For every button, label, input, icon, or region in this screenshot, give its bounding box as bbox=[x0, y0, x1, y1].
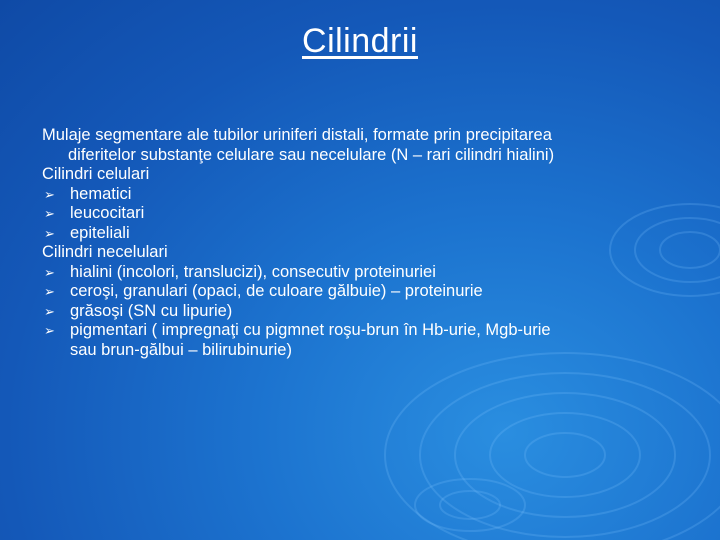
arrow-bullet-icon: ➢ bbox=[44, 284, 55, 299]
slide-title: Cilindrii bbox=[302, 22, 418, 60]
arrow-bullet-icon: ➢ bbox=[44, 206, 55, 221]
list-item-label: hialini (incolori, translucizi), consecutiv proteinuriei bbox=[70, 262, 436, 281]
list-item bbox=[42, 321, 682, 360]
list-item-label: leucocitari bbox=[70, 204, 145, 222]
intro-line-1: Mulaje segmentare ale tubilor uriniferi distali, formate prin precipitarea bbox=[42, 126, 552, 144]
slide-body bbox=[42, 126, 682, 360]
arrow-bullet-icon: ➢ bbox=[44, 303, 55, 319]
list-item-label: epiteliali bbox=[70, 223, 130, 242]
list-item bbox=[42, 224, 682, 244]
intro-paragraph bbox=[42, 126, 682, 165]
arrow-bullet-icon: ➢ bbox=[44, 264, 55, 280]
list-item bbox=[42, 263, 682, 283]
list-item bbox=[42, 204, 682, 224]
list-item bbox=[42, 302, 682, 322]
section-heading-noncellular: Cilindri necelulari bbox=[42, 243, 168, 261]
list-item bbox=[42, 185, 682, 205]
list-item-label-line-2: sau brun-gălbui – bilirubinurie) bbox=[70, 340, 292, 359]
arrow-bullet-icon: ➢ bbox=[44, 225, 55, 241]
list-item-label: hematici bbox=[70, 184, 132, 203]
arrow-bullet-icon: ➢ bbox=[44, 323, 55, 338]
intro-line-2: diferitelor substanţe celulare sau necelulare (N – rari cilindri hialini) bbox=[68, 145, 555, 164]
list-item bbox=[42, 282, 682, 302]
list-item-label: ceroşi, granulari (opaci, de culoare gălbuie) – proteinurie bbox=[70, 282, 483, 300]
arrow-bullet-icon: ➢ bbox=[44, 186, 55, 202]
list-item-label: grăsoşi (SN cu lipurie) bbox=[70, 301, 233, 320]
section-heading-cellular: Cilindri celulari bbox=[42, 165, 150, 183]
list-item-label-line-1: pigmentari ( impregnaţi cu pigmnet roşu-brun în Hb-urie, Mgb-urie bbox=[70, 321, 551, 339]
